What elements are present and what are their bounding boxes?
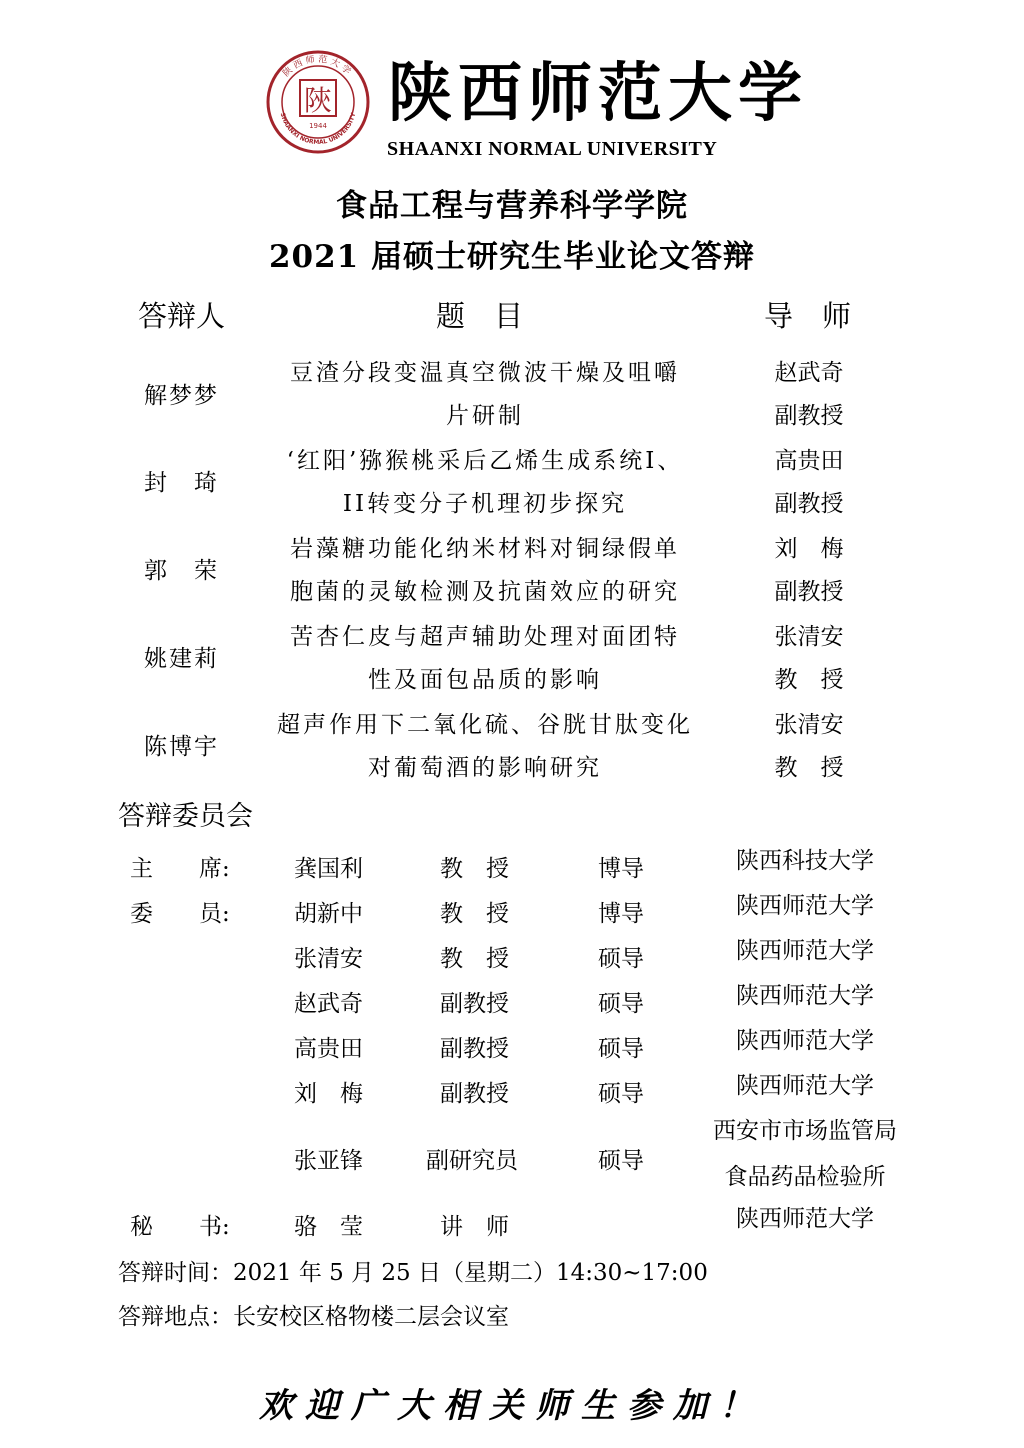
advisor-title: 副教授: [774, 579, 844, 605]
member-title: 教 授: [440, 901, 509, 927]
member-name: 胡新中: [294, 901, 363, 927]
header-respondent: 答辩人: [138, 299, 226, 333]
committee-role: 秘 书:: [130, 1214, 230, 1240]
student-name: 解梦梦: [144, 383, 219, 409]
university-name-en: SHAANXI NORMAL UNIVERSITY: [387, 138, 718, 160]
welcome-message: 欢迎广大相关师生参加！: [259, 1386, 765, 1426]
member-supervisor: 硕导: [598, 1036, 644, 1062]
member-name: 张亚锋: [294, 1148, 363, 1174]
member-name: 张清安: [294, 946, 363, 972]
member-unit: 陕西科技大学: [736, 848, 874, 874]
member-title: 副教授: [440, 991, 509, 1017]
member-title: 副研究员: [426, 1148, 518, 1174]
advisor-name: 张清安: [774, 712, 844, 738]
defense-time: 答辩时间：2021 年 5 月 25 日（星期二）14:30~17:00: [118, 1260, 708, 1286]
svg-text:陕西师范大学: 陕西师范大学: [281, 54, 355, 80]
member-unit: 陕西师范大学: [736, 1073, 874, 1099]
committee-role: 主 席:: [130, 856, 230, 882]
topic-line: 片研制: [446, 403, 524, 429]
member-supervisor: 博导: [598, 856, 644, 882]
defense-location: 答辩地点：长安校区格物楼二层会议室: [118, 1304, 509, 1330]
university-seal-logo: [266, 50, 370, 154]
student-name: 封 琦: [144, 470, 219, 496]
advisor-title: 教 授: [774, 667, 844, 693]
advisor-name: 赵武奇: [774, 360, 844, 386]
student-name: 陈博宇: [144, 734, 219, 760]
member-name: 赵武奇: [294, 991, 363, 1017]
member-supervisor: 硕导: [598, 946, 644, 972]
advisor-title: 副教授: [774, 403, 844, 429]
svg-text:SHAANXI NORMAL UNIVERSITY: SHAANXI NORMAL UNIVERSITY: [278, 112, 358, 147]
topic-line: 性及面包品质的影响: [368, 667, 602, 693]
university-name-cn: 陕西师范大学: [388, 56, 808, 131]
member-supervisor: 硕导: [598, 991, 644, 1017]
member-unit: 陕西师范大学: [736, 1206, 874, 1232]
topic-line: ‘红阳’猕猴桃采后乙烯生成系统I、: [286, 448, 684, 474]
committee-role: 委 员:: [130, 901, 230, 927]
member-unit: 陕西师范大学: [736, 938, 874, 964]
topic-line: 对葡萄酒的影响研究: [368, 755, 602, 781]
member-name: 骆 莹: [294, 1214, 363, 1240]
advisor-name: 高贵田: [774, 448, 844, 474]
member-title: 副教授: [440, 1081, 509, 1107]
member-title: 教 授: [440, 946, 509, 972]
topic-line: 岩藻糖功能化纳米材料对铜绿假单: [290, 536, 680, 562]
advisor-title: 教 授: [774, 755, 844, 781]
member-supervisor: 博导: [598, 901, 644, 927]
event-title: 2021 届硕士研究生毕业论文答辩: [268, 239, 756, 275]
member-unit: 西安市市场监管局: [713, 1118, 897, 1144]
committee-heading: 答辩委员会: [118, 801, 253, 832]
member-title: 教 授: [440, 856, 509, 882]
member-supervisor: 硕导: [598, 1081, 644, 1107]
member-unit: 陕西师范大学: [736, 1028, 874, 1054]
member-name: 龚国利: [294, 856, 363, 882]
college-title: 食品工程与营养科学学院: [336, 188, 688, 224]
advisor-name: 张清安: [774, 624, 844, 650]
topic-line: 苦杏仁皮与超声辅助处理对面团特: [290, 624, 680, 650]
topic-line: II转变分子机理初步探究: [342, 491, 628, 517]
header-advisor: 导 师: [764, 299, 852, 333]
svg-text:陝: 陝: [303, 84, 333, 117]
member-name: 刘 梅: [294, 1081, 363, 1107]
topic-line: 超声作用下二氧化硫、谷胱甘肽变化: [277, 712, 693, 738]
advisor-title: 副教授: [774, 491, 844, 517]
topic-line: 胞菌的灵敏检测及抗菌效应的研究: [290, 579, 680, 605]
member-unit-line2: 食品药品检验所: [724, 1164, 886, 1190]
topic-line: 豆渣分段变温真空微波干燥及咀嚼: [290, 360, 680, 386]
member-name: 高贵田: [294, 1036, 363, 1062]
member-title: 副教授: [440, 1036, 509, 1062]
advisor-name: 刘 梅: [774, 536, 844, 562]
svg-text:1944: 1944: [309, 122, 327, 130]
student-name: 郭 荣: [144, 558, 219, 584]
member-unit: 陕西师范大学: [736, 893, 874, 919]
member-supervisor: 硕导: [598, 1148, 644, 1174]
member-unit: 陕西师范大学: [736, 983, 874, 1009]
student-name: 姚建莉: [144, 646, 219, 672]
header-topic: 题 目: [436, 299, 524, 333]
member-title: 讲 师: [440, 1214, 509, 1240]
